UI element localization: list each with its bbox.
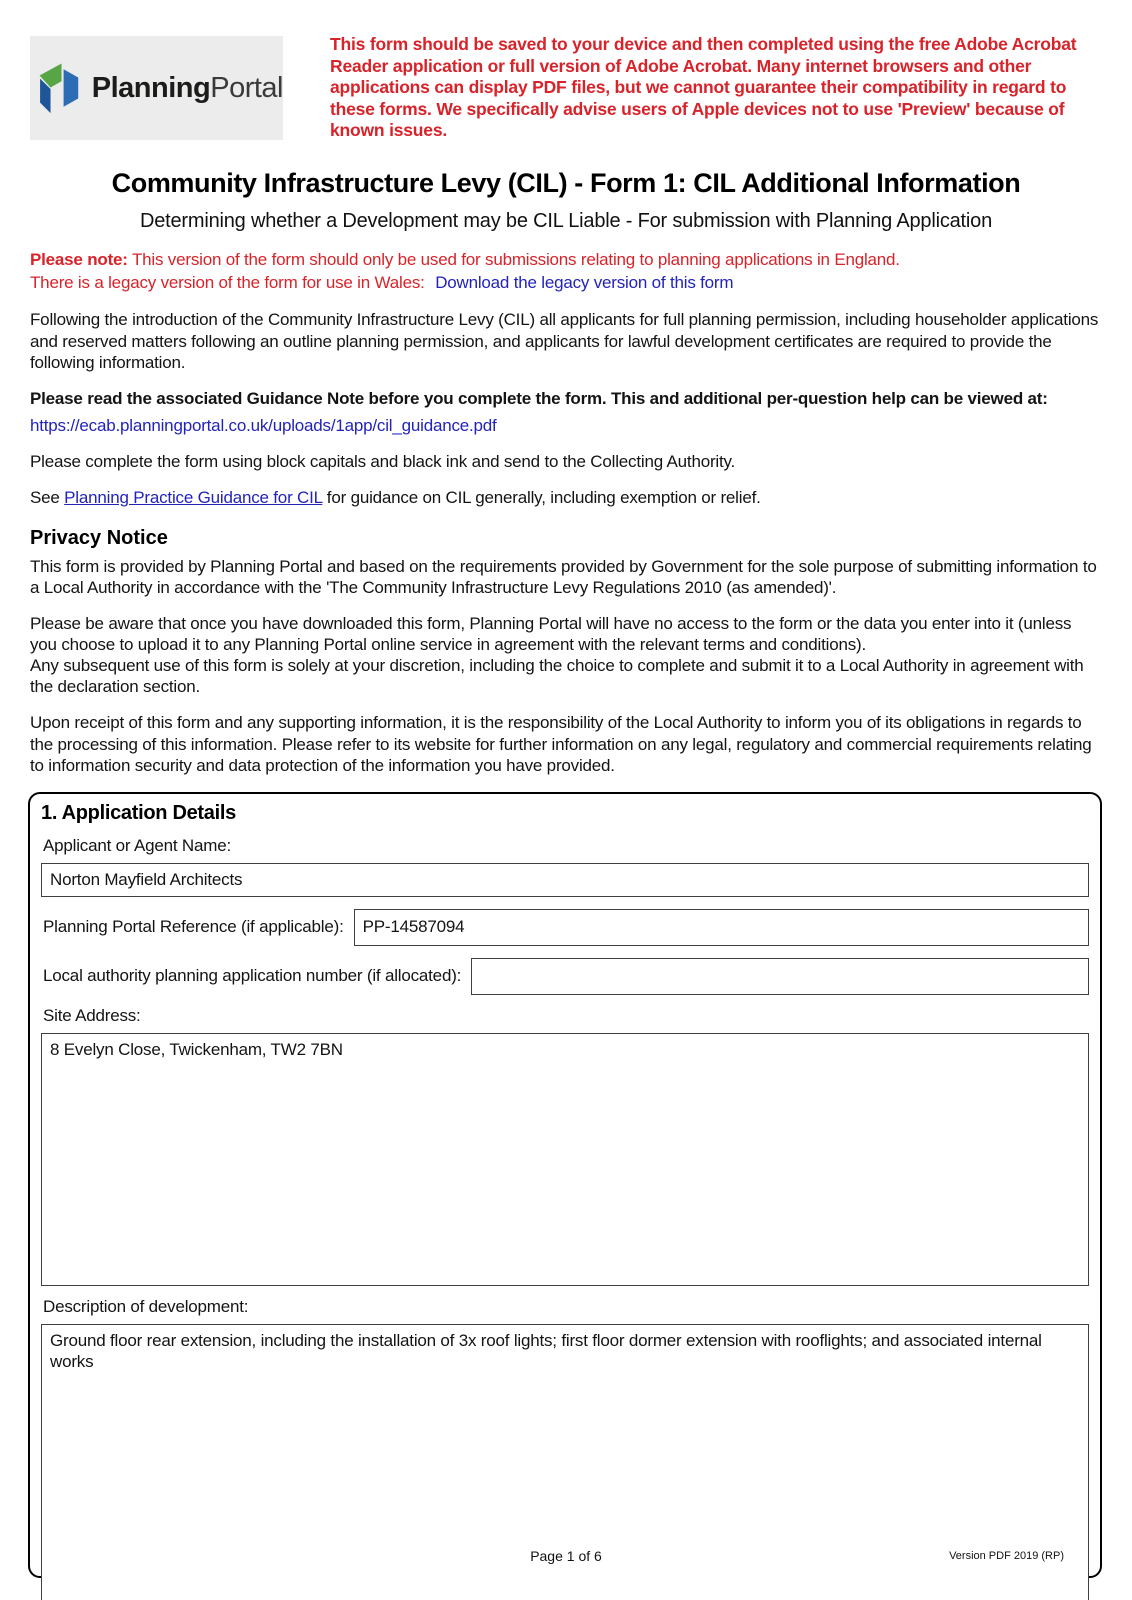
cil-intro-paragraph: Following the introduction of the Community Infrastructure Levy (CIL) all applicants for full planning permission, including householder applications and reserved matters following an outline planning permission, and applicants for lawful development certificates are required to provide the following information. (30, 310, 1099, 372)
please-note-text: This version of the form should only be used for submissions relating to planning applications in England. (127, 249, 900, 269)
form-title: Community Infrastructure Levy (CIL) - Form 1: CIL Additional Information (111, 167, 1021, 198)
legacy-form-link[interactable]: Download the legacy version of this form (435, 272, 734, 292)
pp-reference-label: Planning Portal Reference (if applicable): (43, 917, 344, 937)
applicant-name-label: Applicant or Agent Name: (43, 835, 231, 855)
planning-portal-logo (30, 36, 283, 140)
section-1-heading: 1. Application Details (41, 801, 236, 824)
adobe-acrobat-warning: This form should be saved to your device and then completed using the free Adobe Acrobat Reader application or full version of Adobe Acrobat. Many internet browsers and other applications can display PDF files, but we cannot guarantee their compatibility in regard to these forms. We specifically advise users of Apple devices not to use 'Preview' because of known issues. (330, 34, 1077, 141)
privacy-paragraph-2: Please be aware that once you have downloaded this form, Planning Portal will have no access to the form or the data you enter into it (unless you choose to upload it to any Planning Portal online service in agreement with the relevant terms and conditions). Any subsequent use of this form is solely at your discretion, including the choice to complete and submit it to a Local Authority in agreement with the declaration section. (30, 614, 1084, 697)
form-version: Version PDF 2019 (RP) (949, 1550, 1064, 1562)
form-subtitle: Determining whether a Development may be CIL Liable - For submission with Planning Application (139, 209, 992, 232)
ppg-cil-link[interactable]: Planning Practice Guidance for CIL (64, 487, 323, 507)
privacy-paragraph-3: Upon receipt of this form and any supporting information, it is the responsibility of the Local Authority to inform you of its obligations in regards to the processing of this information. Please refer to its website for further information on any legal, regulatory and commercial requirements relating to information security and data protection of the information you have provided. (30, 713, 1092, 775)
site-address-textarea[interactable] (41, 1033, 1089, 1286)
privacy-notice-heading: Privacy Notice (30, 527, 168, 549)
description-label: Description of development: (43, 1296, 249, 1316)
please-note-label: Please note: (30, 249, 128, 269)
la-number-label: Local authority planning application number (if allocated): (43, 966, 462, 986)
guidance-pdf-link[interactable]: https://ecab.planningportal.co.uk/uploads/1app/cil_guidance.pdf (30, 415, 497, 435)
ppg-suffix: for guidance on CIL generally, including exemption or relief. (322, 487, 761, 507)
applicant-name-input[interactable] (41, 863, 1089, 897)
la-number-input[interactable] (471, 958, 1089, 995)
ppg-paragraph (30, 487, 1102, 508)
page-number: Page 1 of 6 (530, 1548, 602, 1564)
site-address-label: Site Address: (43, 1005, 141, 1025)
ppg-prefix: See (30, 487, 65, 507)
guidance-note-paragraph: Please read the associated Guidance Note before you complete the form. This and additional per-question help can be viewed at: (30, 388, 1048, 408)
application-details-section (28, 792, 1102, 1578)
planning-portal-logo-icon (38, 56, 80, 120)
privacy-paragraph-1: This form is provided by Planning Portal and based on the requirements provided by Government for the sole purpose of submitting information to a Local Authority in accordance with the 'The Community Infrastructure Levy Regulations 2010 (as amended)'. (30, 557, 1097, 598)
logo-text-portal: Portal (210, 71, 283, 104)
logo-text-planning: Planning (91, 71, 211, 104)
wales-legacy-text: There is a legacy version of the form for use in Wales: (30, 272, 425, 292)
england-only-note (30, 249, 1102, 295)
planning-portal-logo-text (92, 72, 283, 105)
block-capitals-paragraph: Please complete the form using block capitals and black ink and send to the Collecting Authority. (30, 451, 736, 471)
pp-reference-input[interactable] (354, 909, 1089, 946)
header (30, 36, 1102, 142)
page-footer (0, 1548, 1132, 1568)
